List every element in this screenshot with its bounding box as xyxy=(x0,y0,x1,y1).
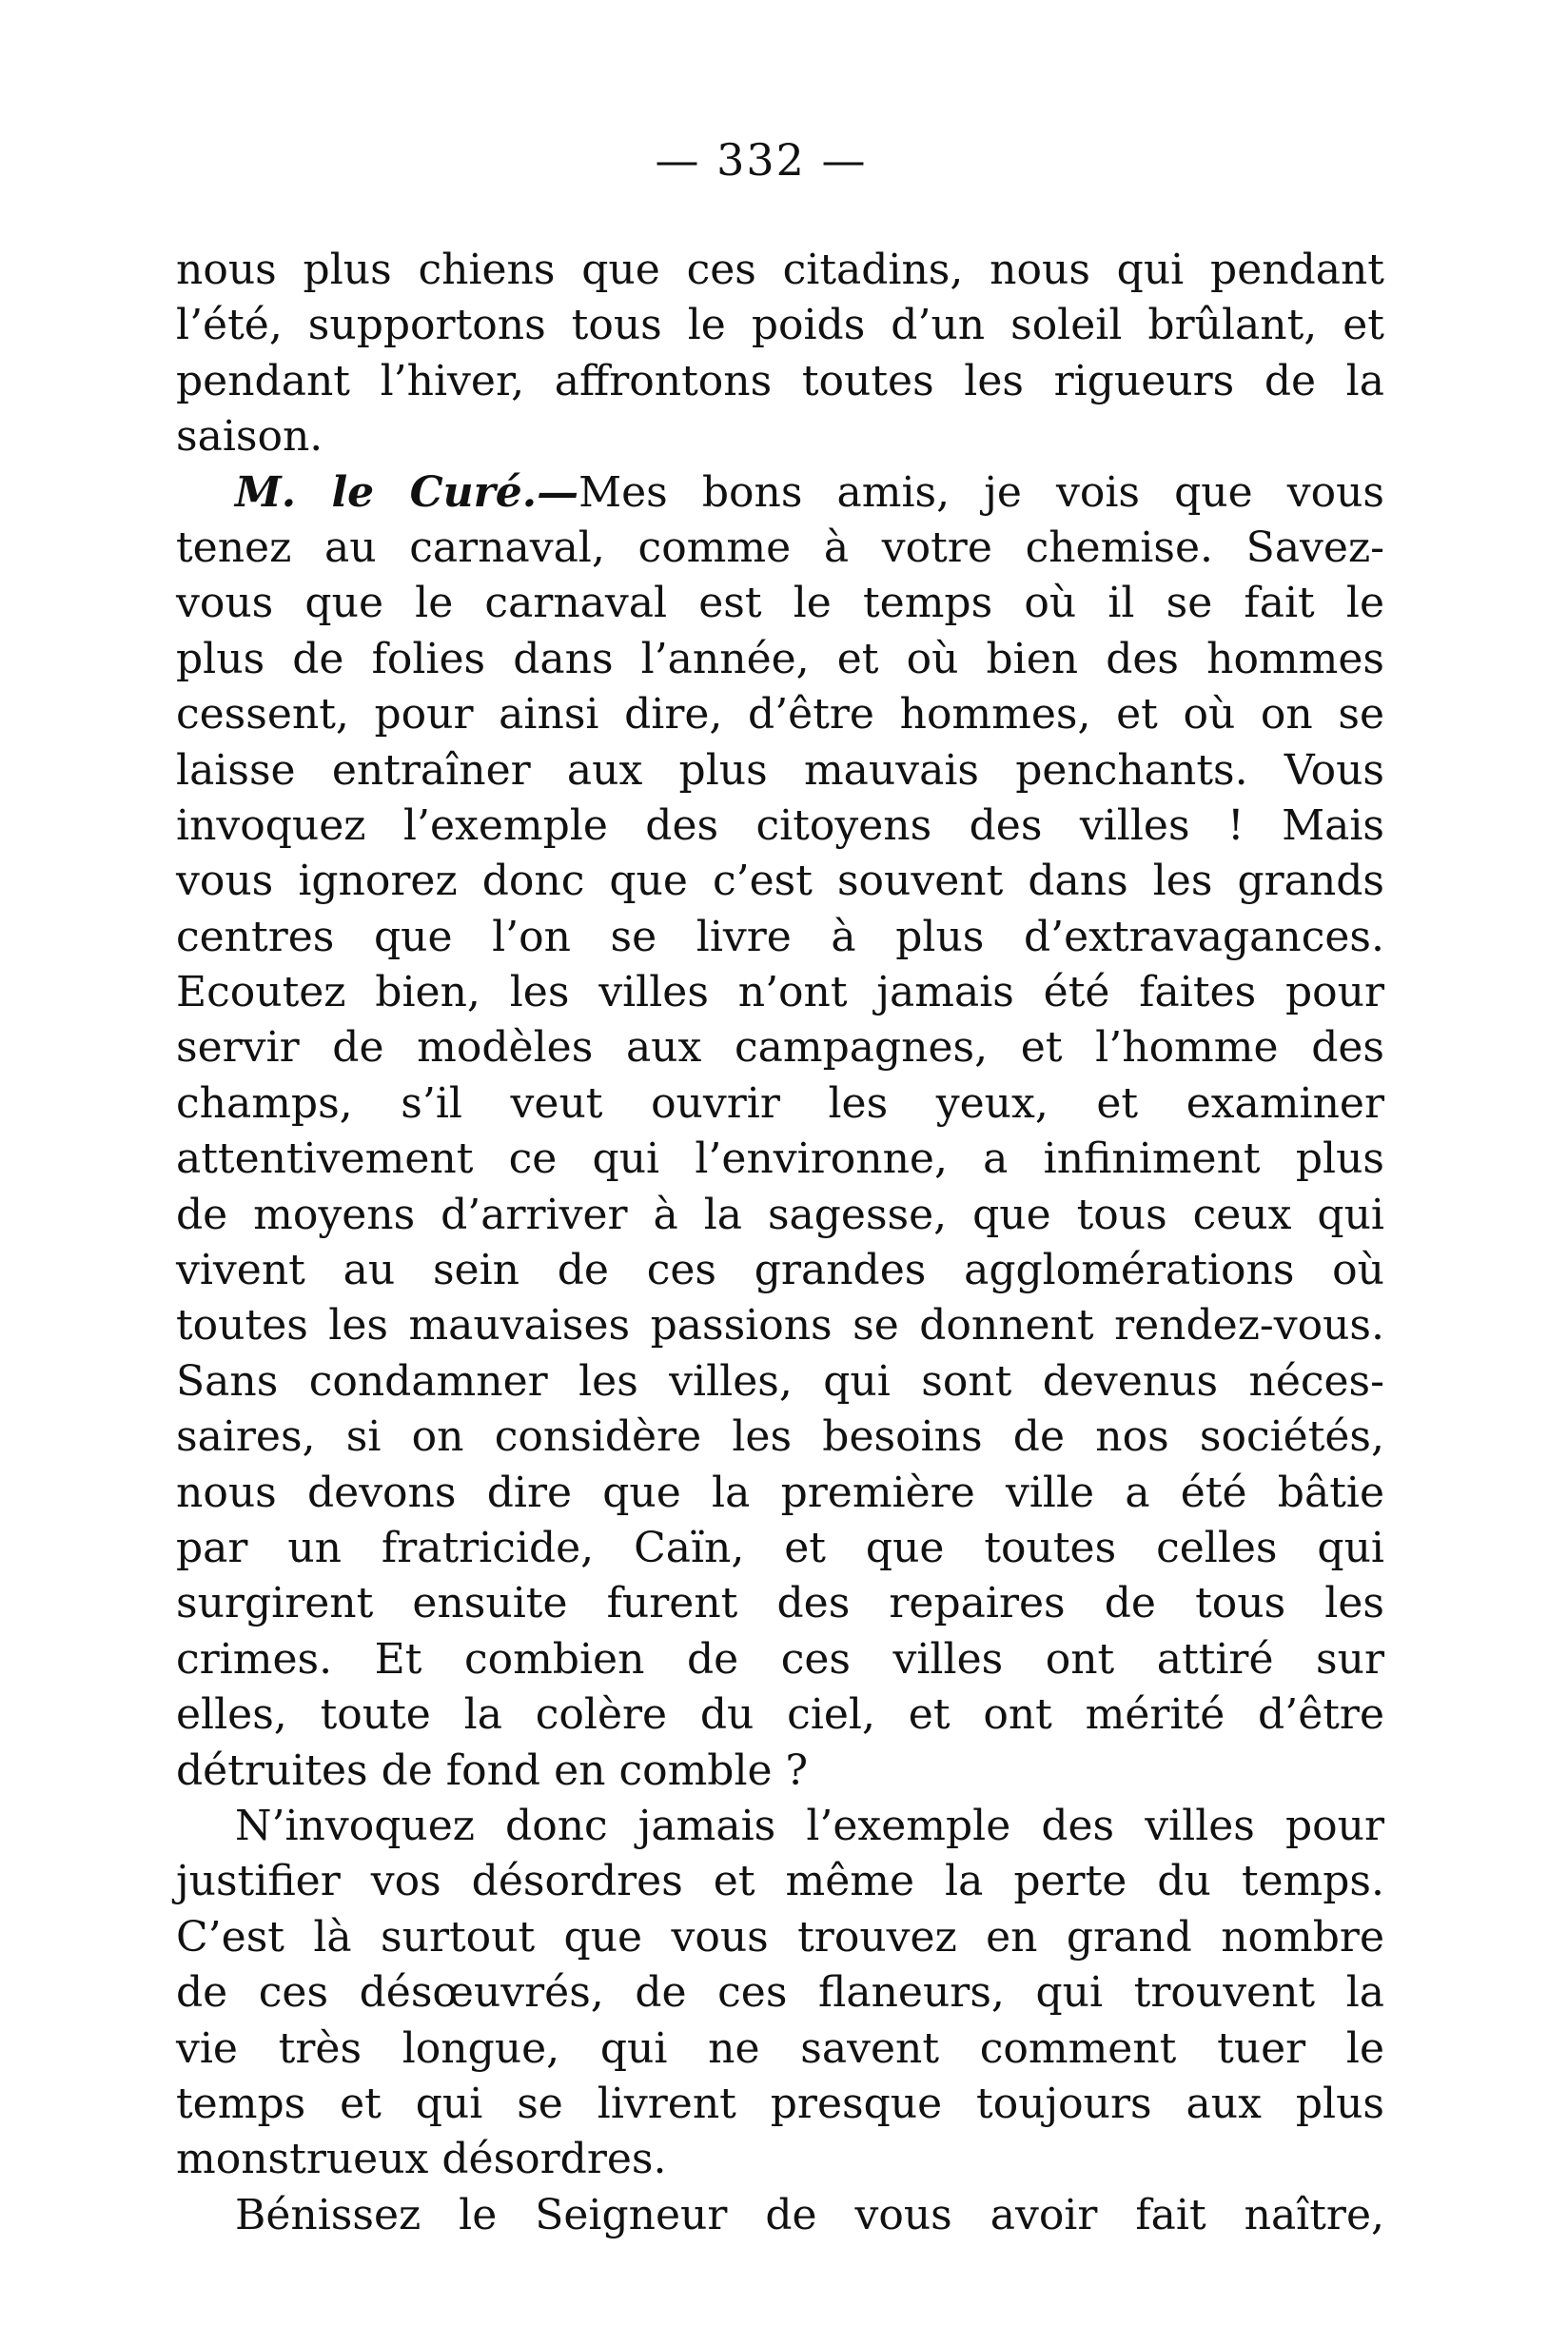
text-line: Sans condamner les villes, qui sont devenus néces- xyxy=(176,1356,1384,1406)
text-line: tenez au carnaval, comme à votre chemise. Savez- xyxy=(176,523,1384,572)
text-line: attentivement ce qui l’environne, a infiniment plus xyxy=(176,1134,1384,1184)
text-line: vie très longue, qui ne savent comment tuer le xyxy=(176,2023,1384,2073)
text-line: Bénissez le Seigneur de vous avoir fait naître, xyxy=(235,2190,1384,2239)
text-line: toutes les mauvaises passions se donnent rendez-vous. xyxy=(176,1301,1384,1351)
text-line: laisse entraîner aux plus mauvais penchants. Vous xyxy=(176,745,1384,795)
text-line: justifier vos désordres et même la perte du temps. xyxy=(176,1857,1384,1906)
text-line: servir de modèles aux campagnes, et l’homme des xyxy=(176,1023,1384,1073)
text-line: vous ignorez donc que c’est souvent dans les grands xyxy=(176,857,1384,906)
text-line: elles, toute la colère du ciel, et ont mérité d’être xyxy=(176,1690,1384,1740)
text-line: C’est là surtout que vous trouvez en grand nombre xyxy=(176,1912,1384,1962)
text-line: monstrueux désordres. xyxy=(176,2135,667,2184)
text-line: de ces désœuvrés, de ces flaneurs, qui trouvent la xyxy=(176,1968,1384,2018)
text-line: surgirent ensuite furent des repaires de tous les xyxy=(176,1579,1384,1628)
text-line: temps et qui se livrent presque toujours aux plus xyxy=(176,2079,1384,2128)
body-text xyxy=(176,243,1384,2243)
text-line: pendant l’hiver, affrontons toutes les rigueurs de la xyxy=(176,356,1384,405)
text-line: nous plus chiens que ces citadins, nous qui pendant xyxy=(176,246,1384,294)
text-line: vivent au sein de ces grandes agglomérations où xyxy=(176,1246,1384,1295)
text-line: plus de folies dans l’année, et où bien des hommes xyxy=(176,634,1384,683)
text-line: vous que le carnaval est le temps où il se fait le xyxy=(176,579,1384,628)
speaker-name: M. le Curé.— xyxy=(235,467,579,517)
text-line: centres que l’on se livre à plus d’extravagances. xyxy=(176,912,1384,961)
text-line: saires, si on considère les besoins de nos sociétés, xyxy=(176,1412,1384,1462)
text-line: N’invoquez donc jamais l’exemple des villes pour xyxy=(235,1801,1384,1850)
text-line: saison. xyxy=(176,412,323,462)
text-line: invoquez l’exemple des citoyens des villes ! Mais xyxy=(176,800,1384,850)
text-line: champs, s’il veut ouvrir les yeux, et examiner xyxy=(176,1078,1384,1128)
text-line: par un fratricide, Caïn, et que toutes celles qui xyxy=(176,1523,1384,1572)
text-line: détruites de fond en comble ? xyxy=(176,1745,809,1795)
text-line: Ecoutez bien, les villes n’ont jamais été faites pour xyxy=(176,968,1384,1017)
text-line: l’été, supportons tous le poids d’un soleil brûlant, et xyxy=(176,301,1384,350)
text-line: nous devons dire que la première ville a été bâtie xyxy=(176,1468,1384,1517)
speaker-line xyxy=(176,465,1384,521)
page-number: — 332 — xyxy=(655,134,868,186)
text-line: cessent, pour ainsi dire, d’être hommes, et où on se xyxy=(176,690,1384,740)
speaker-line-text: Mes bons amis, je vois que vous xyxy=(578,467,1384,517)
text-line: de moyens d’arriver à la sagesse, que tous ceux qui xyxy=(176,1190,1384,1239)
text-line: crimes. Et combien de ces villes ont attiré sur xyxy=(176,1634,1384,1684)
